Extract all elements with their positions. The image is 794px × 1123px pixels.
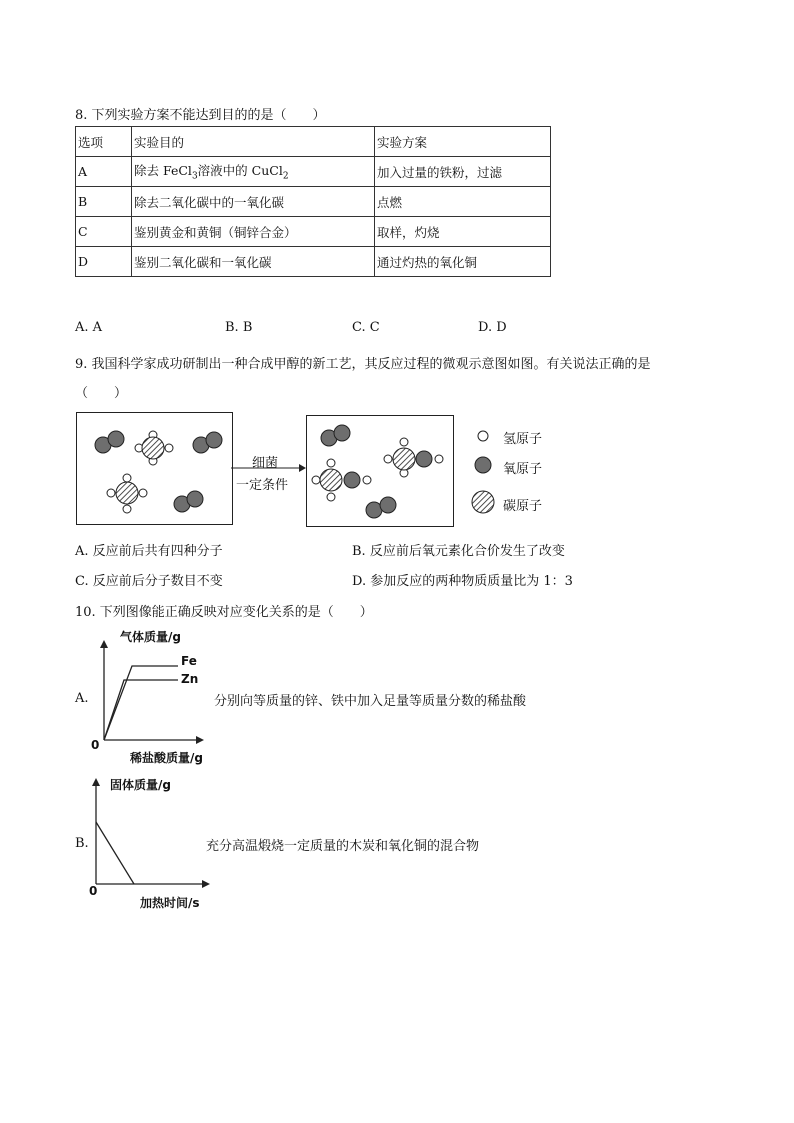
legend-icons — [470, 426, 500, 518]
x-axis-arrow — [196, 736, 204, 744]
graph-a-xlabel: 稀盐酸质量/g — [130, 751, 203, 765]
hydrogen-atom-icon — [478, 431, 488, 441]
hydrogen-atom-icon — [363, 476, 371, 484]
row-plan: 取样，灼烧 — [375, 217, 551, 247]
arrow-icon — [231, 462, 307, 474]
products-diagram — [307, 416, 453, 526]
graph-b-ylabel: 固体质量/g — [110, 778, 171, 792]
q10-choice-b-label[interactable]: B. — [75, 836, 89, 851]
table-header-plan: 实验方案 — [375, 127, 551, 157]
row-purpose: 鉴别二氧化碳和一氧化碳 — [132, 247, 375, 277]
series-fe-line — [104, 666, 178, 740]
row-purpose: 鉴别黄金和黄铜（铜锌合金） — [132, 217, 375, 247]
series-solid-mass-line — [96, 822, 134, 884]
hydrogen-atom-icon — [139, 489, 147, 497]
carbon-atom-icon — [472, 491, 494, 513]
reactants-box — [76, 412, 233, 525]
graph-a-ylabel: 气体质量/g — [120, 630, 181, 644]
q9-choice-a[interactable]: A. 反应前后共有四种分子 — [75, 544, 223, 559]
q8-choice-b[interactable]: B. B — [225, 320, 253, 335]
y-axis-arrow — [100, 640, 108, 648]
row-purpose: 除去二氧化碳中的一氧化碳 — [132, 187, 375, 217]
hydrogen-atom-icon — [107, 489, 115, 497]
legend-oxygen: 氧原子 — [503, 462, 543, 477]
x-axis-arrow — [202, 880, 210, 888]
y-axis-arrow — [92, 778, 100, 786]
row-plan: 加入过量的铁粉，过滤 — [375, 157, 551, 187]
arrow-label-top: 细菌 — [252, 456, 279, 471]
q9-stem: 9. 我国科学家成功研制出一种合成甲醇的新工艺，其反应过程的微观示意图如图。有关说法正确的是 — [75, 357, 651, 372]
table-header-purpose: 实验目的 — [132, 127, 375, 157]
hydrogen-atom-icon — [384, 455, 392, 463]
table-header-row — [76, 127, 551, 157]
q9-choice-c[interactable]: C. 反应前后分子数目不变 — [75, 574, 223, 589]
legend-carbon: 碳原子 — [503, 499, 543, 514]
oxygen-atom-icon — [380, 497, 396, 513]
row-option: C — [76, 217, 132, 247]
oxygen-atom-icon — [344, 472, 360, 488]
oxygen-atom-icon — [108, 431, 124, 447]
row-option: D — [76, 247, 132, 277]
q8-table — [75, 126, 551, 277]
hydrogen-atom-icon — [123, 505, 131, 513]
q8-choice-d[interactable]: D. D — [478, 320, 507, 335]
row-purpose: 除去 FeCl$_3$溶液中的 CuCl$_2$ — [132, 157, 375, 187]
q8-choice-a[interactable]: A. A — [75, 320, 103, 335]
reactants-diagram — [77, 413, 232, 524]
graph-b — [88, 778, 213, 890]
table-row — [76, 157, 551, 187]
oxygen-atom-icon — [187, 491, 203, 507]
table-row — [76, 187, 551, 217]
q10-choice-a-label[interactable]: A. — [75, 691, 89, 706]
hydrogen-atom-icon — [123, 474, 131, 482]
table-header-option: 选项 — [76, 127, 132, 157]
legend-zn: Zn — [181, 672, 199, 686]
carbon-atom-icon — [393, 448, 415, 470]
carbon-atom-icon — [116, 482, 138, 504]
row-option: B — [76, 187, 132, 217]
hydrogen-atom-icon — [400, 438, 408, 446]
carbon-atom-icon — [320, 469, 342, 491]
hydrogen-atom-icon — [435, 455, 443, 463]
row-plan: 通过灼热的氧化铜 — [375, 247, 551, 277]
carbon-atom-icon — [142, 437, 164, 459]
q8-stem: 8. 下列实验方案不能达到目的的是（ ） — [75, 108, 326, 123]
q10-stem: 10. 下列图像能正确反映对应变化关系的是（ ） — [75, 605, 373, 620]
products-box — [306, 415, 454, 527]
graph-a-origin: 0 — [91, 738, 100, 752]
table-row — [76, 217, 551, 247]
row-option: A — [76, 157, 132, 187]
table-row — [76, 247, 551, 277]
q8-choice-c[interactable]: C. C — [352, 320, 380, 335]
hydrogen-atom-icon — [327, 493, 335, 501]
arrow-label-bottom: 一定条件 — [236, 478, 289, 493]
graph-b-xlabel: 加热时间/s — [140, 896, 200, 910]
oxygen-atom-icon — [416, 451, 432, 467]
q9-choice-b[interactable]: B. 反应前后氧元素化合价发生了改变 — [352, 544, 565, 559]
oxygen-atom-icon — [334, 425, 350, 441]
legend-hydrogen: 氢原子 — [503, 432, 543, 447]
hydrogen-atom-icon — [312, 476, 320, 484]
oxygen-atom-icon — [206, 432, 222, 448]
oxygen-atom-icon — [475, 457, 491, 473]
q10-choice-b-desc: 充分高温煅烧一定质量的木炭和氧化铜的混合物 — [206, 839, 480, 854]
hydrogen-atom-icon — [165, 444, 173, 452]
row-plan: 点燃 — [375, 187, 551, 217]
q9-choice-d[interactable]: D. 参加反应的两种物质质量比为 1：3 — [352, 574, 573, 589]
legend-fe: Fe — [181, 654, 197, 668]
hydrogen-atom-icon — [327, 459, 335, 467]
q10-choice-a-desc: 分别向等质量的锌、铁中加入足量等质量分数的稀盐酸 — [214, 694, 527, 709]
graph-b-origin: 0 — [89, 884, 98, 898]
q9-stem-bracket: （ ） — [75, 386, 128, 401]
